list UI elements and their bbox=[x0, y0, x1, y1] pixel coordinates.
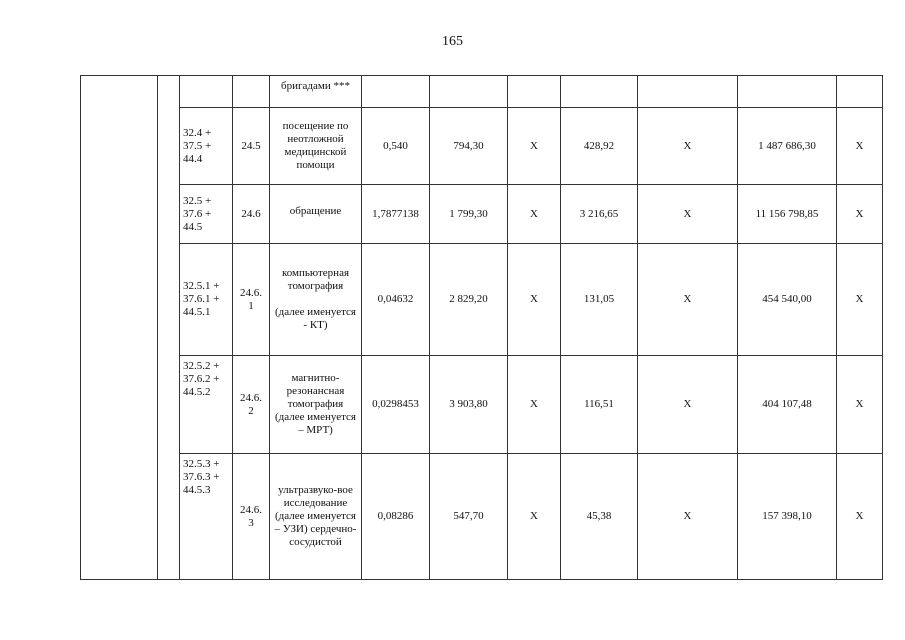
norm-cell: 0,04632 bbox=[362, 244, 430, 356]
empty-cell bbox=[738, 76, 837, 108]
service-name-cell: магнитно-резонансная томография (далее именуется – МРТ) bbox=[270, 356, 362, 454]
medical-norms-table bbox=[80, 75, 883, 580]
x-cell: Х bbox=[508, 244, 561, 356]
norm-cell: 0,08286 bbox=[362, 454, 430, 580]
empty-cell bbox=[180, 76, 233, 108]
total-cell: 404 107,48 bbox=[738, 356, 837, 454]
total-cell: 11 156 798,85 bbox=[738, 185, 837, 244]
x-cell: Х bbox=[508, 454, 561, 580]
empty-cell bbox=[158, 76, 180, 580]
cost-cell: 547,70 bbox=[430, 454, 508, 580]
x-cell: Х bbox=[837, 356, 883, 454]
value-cell: 131,05 bbox=[561, 244, 638, 356]
table-row bbox=[81, 108, 883, 185]
service-name-cell: посещение по неотложной медицинской помощи bbox=[270, 108, 362, 185]
norm-cell: 0,540 bbox=[362, 108, 430, 185]
cost-cell: 794,30 bbox=[430, 108, 508, 185]
table-row bbox=[81, 76, 883, 108]
x-cell: Х bbox=[837, 454, 883, 580]
empty-cell bbox=[837, 76, 883, 108]
service-name-cell: компьютерная томография (далее именуется - КТ) bbox=[270, 244, 362, 356]
value-cell: 3 216,65 bbox=[561, 185, 638, 244]
total-cell: 454 540,00 bbox=[738, 244, 837, 356]
x-cell: Х bbox=[837, 244, 883, 356]
x-cell: Х bbox=[638, 356, 738, 454]
number-cell: 24.6. 3 bbox=[233, 454, 270, 580]
empty-cell bbox=[81, 76, 158, 580]
x-cell: Х bbox=[508, 185, 561, 244]
x-cell: Х bbox=[508, 108, 561, 185]
service-name-cell: ультразвуко-вое исследование (далее именуется – УЗИ) сердечно-сосудистой bbox=[270, 454, 362, 580]
number-cell: 24.6. 1 bbox=[233, 244, 270, 356]
table-row bbox=[81, 454, 883, 580]
empty-cell bbox=[638, 76, 738, 108]
norm-cell: 0,0298453 bbox=[362, 356, 430, 454]
empty-cell bbox=[508, 76, 561, 108]
empty-cell bbox=[362, 76, 430, 108]
table-row bbox=[81, 356, 883, 454]
code-cell: 32.5.1 + 37.6.1 + 44.5.1 bbox=[180, 244, 233, 356]
empty-cell bbox=[430, 76, 508, 108]
number-cell: 24.6. 2 bbox=[233, 356, 270, 454]
norm-cell: 1,7877138 bbox=[362, 185, 430, 244]
value-cell: 116,51 bbox=[561, 356, 638, 454]
x-cell: Х bbox=[837, 108, 883, 185]
service-name-cell: бригадами *** bbox=[270, 76, 362, 108]
cost-cell: 2 829,20 bbox=[430, 244, 508, 356]
x-cell: Х bbox=[638, 244, 738, 356]
cost-cell: 3 903,80 bbox=[430, 356, 508, 454]
number-cell: 24.6 bbox=[233, 185, 270, 244]
number-cell: 24.5 bbox=[233, 108, 270, 185]
code-cell: 32.4 + 37.5 + 44.4 bbox=[180, 108, 233, 185]
x-cell: Х bbox=[638, 108, 738, 185]
page-number: 165 bbox=[442, 34, 463, 49]
cost-cell: 1 799,30 bbox=[430, 185, 508, 244]
code-cell: 32.5 + 37.6 + 44.5 bbox=[180, 185, 233, 244]
total-cell: 1 487 686,30 bbox=[738, 108, 837, 185]
total-cell: 157 398,10 bbox=[738, 454, 837, 580]
x-cell: Х bbox=[508, 356, 561, 454]
value-cell: 428,92 bbox=[561, 108, 638, 185]
code-cell: 32.5.2 + 37.6.2 + 44.5.2 bbox=[180, 356, 233, 454]
x-cell: Х bbox=[837, 185, 883, 244]
code-cell: 32.5.3 + 37.6.3 + 44.5.3 bbox=[180, 454, 233, 580]
table-row bbox=[81, 185, 883, 244]
table-row bbox=[81, 244, 883, 356]
service-name-cell: обращение bbox=[270, 185, 362, 244]
empty-cell bbox=[233, 76, 270, 108]
x-cell: Х bbox=[638, 185, 738, 244]
empty-cell bbox=[561, 76, 638, 108]
value-cell: 45,38 bbox=[561, 454, 638, 580]
x-cell: Х bbox=[638, 454, 738, 580]
